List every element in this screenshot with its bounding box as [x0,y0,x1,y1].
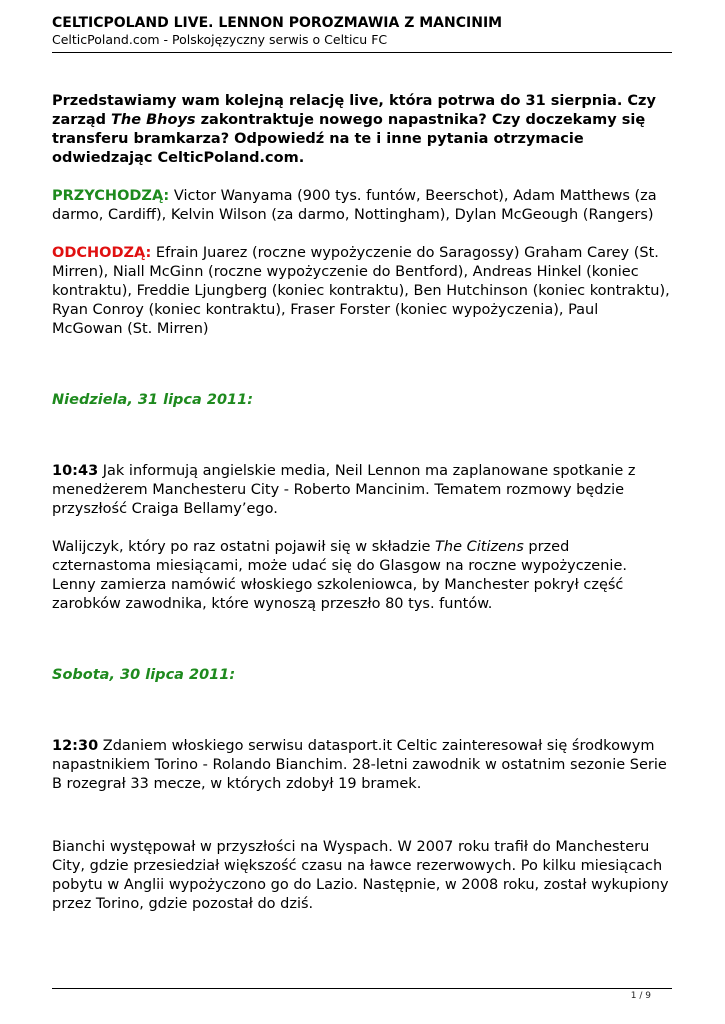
departures-text: Efrain Juarez (roczne wypożyczenie do Saragossy) Graham Carey (St. Mirren), Niall McGinn (roczne wypożyczenie do Bentford), Andreas Hinkel (koniec kontraktu), Freddie Ljungberg (koniec kontraktu), Ben Hutchinson (koniec kontraktu), Ryan Conroy (koniec kontraktu), Fraser Forster (koniec wypożyczenia), Paul McGowan (St. Mirren) [52,245,670,337]
departures-paragraph [52,244,672,339]
arrivals-paragraph [52,187,672,225]
para-italic: The Citizens [435,539,524,555]
document-header [52,14,672,48]
entry-time: 10:43 [52,463,99,479]
intro-text-1: Przedstawiamy wam kolejną relację live, która potrwa do 31 sierpnia. Czy zarząd [52,93,656,128]
page-number: 1 / 9 [630,991,651,1001]
document-subtitle: CelticPoland.com - Polskojęzyczny serwis o Celticu FC [52,32,388,47]
entry-text: Jak informują angielskie media, Neil Lennon ma zaplanowane spotkanie z menedżerem Manchesteru City - Roberto Mancinim. Tematem rozmowy będzie przyszłość Craiga Bellamy’ego. [52,463,636,517]
date-heading-1: Niedziela, 31 lipca 2011: [52,392,254,408]
document-title: CELTICPOLAND LIVE. LENNON POROZMAWIA Z MANCINIM [52,15,503,31]
departures-label: ODCHODZĄ: [52,245,152,261]
intro-text-2: zakontraktuje nowego napastnika? Czy doczekamy się transferu bramkarza? Odpowiedź na te i inne pytania otrzymacie odwiedzając CelticPoland.com. [52,112,646,166]
para-text-1: Walijczyk, który po raz ostatni pojawił się w składzie [52,539,436,555]
article-body [52,92,672,914]
header-divider [52,52,672,53]
arrivals-label: PRZYCHODZĄ: [52,188,170,204]
entry-1230-para2: Bianchi występował w przyszłości na Wyspach. W 2007 roku trafił do Manchesteru City, gdzie przesiedział większość czasu na ławce rezerwowych. Po kilku miesiącach pobytu w Anglii wypożyczono go do Lazio. Następnie, w 2008 roku, został wykupiony przez Torino, gdzie pozostał do dziś. [52,839,669,912]
entry-time: 12:30 [52,738,99,754]
entry-1230 [52,737,672,794]
entry-text: Zdaniem włoskiego serwisu datasport.it Celtic zainteresował się środkowym napastnikiem Torino - Rolando Bianchim. 28-letni zawodnik w ostatnim sezonie Serie B rozegrał 33 mecze, w których zdobył 19 bramek. [52,738,667,792]
date-heading-2: Sobota, 30 lipca 2011: [52,667,236,683]
footer-divider [52,988,672,989]
para-text-2: przed czternastoma miesiącami, może udać się do Glasgow na roczne wypożyczenie. Lenny zamierza namówić włoskiego szkoleniowca, by Manchester pokrył część zarobków zawodnika, które wynoszą przeszło 80 tys. funtów. [52,539,627,612]
intro-italic: The Bhoys [111,112,196,128]
intro-paragraph [52,92,672,168]
entry-1043 [52,462,672,519]
entry-1043-para2 [52,538,672,614]
arrivals-text: Victor Wanyama (900 tys. funtów, Beerschot), Adam Matthews (za darmo, Cardiff), Kelvin Wilson (za darmo, Nottingham), Dylan McGeough (Rangers) [52,188,657,223]
